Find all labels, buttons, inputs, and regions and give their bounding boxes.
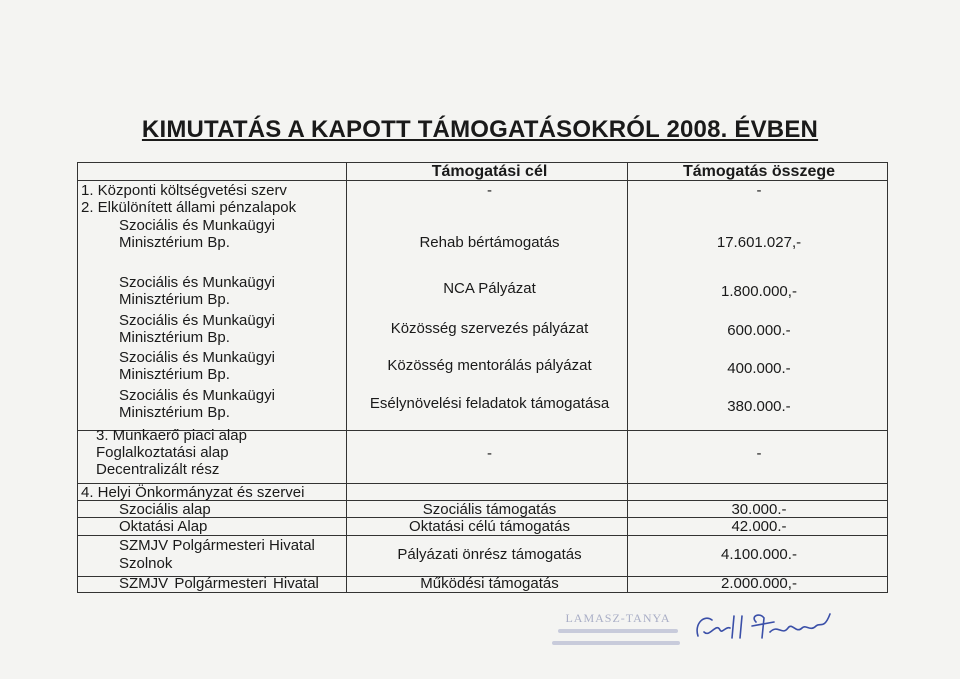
header-cel: Támogatási cél bbox=[431, 163, 548, 180]
cell-r10-a: Szociális alap bbox=[119, 501, 211, 518]
column-divider bbox=[346, 163, 347, 592]
cell-r12-a1: SZMJV Polgármesteri Hivatal bbox=[119, 537, 315, 554]
cell-r11-b: Oktatási célú támogatás bbox=[409, 518, 570, 535]
cell-r8-a3: Decentralizált rész bbox=[96, 461, 220, 478]
cell-r3-a2: Minisztérium Bp. bbox=[119, 234, 230, 251]
cell-r6-a2: Minisztérium Bp. bbox=[119, 366, 230, 383]
cell-r8-a1: 3. Munkaerő piaci alap bbox=[96, 427, 247, 444]
cell-r6-a1: Szociális és Munkaügyi bbox=[119, 349, 275, 366]
signature-icon bbox=[690, 608, 840, 648]
cell-r7-a1: Szociális és Munkaügyi bbox=[119, 387, 275, 404]
organization-stamp bbox=[548, 612, 688, 654]
header-osszeg: Támogatás összege bbox=[682, 163, 836, 180]
cell-r8-c: - bbox=[756, 445, 762, 462]
cell-r6-c: 400.000.- bbox=[727, 360, 791, 377]
row-divider bbox=[78, 535, 887, 536]
stamp-name: LAMASZ-TANYA bbox=[565, 611, 671, 625]
cell-r3-a1: Szociális és Munkaügyi bbox=[119, 217, 275, 234]
cell-r10-c: 30.000.- bbox=[731, 501, 787, 518]
cell-r3-b: Rehab bértámogatás bbox=[419, 234, 560, 251]
row-divider bbox=[78, 180, 887, 181]
cell-r4-a2: Minisztérium Bp. bbox=[119, 291, 230, 308]
cell-r5-b: Közösség szervezés pályázat bbox=[390, 320, 589, 337]
cell-r12-c: 4.100.000.- bbox=[721, 546, 797, 563]
page-title: KIMUTATÁS A KAPOTT TÁMOGATÁSOKRÓL 2008. ÉVBEN bbox=[141, 116, 819, 143]
cell-r11-a: Oktatási Alap bbox=[119, 518, 208, 535]
grants-table bbox=[77, 162, 888, 593]
column-divider bbox=[627, 163, 628, 592]
cell-r8-a2: Foglalkoztatási alap bbox=[96, 444, 229, 461]
cell-r9-a: 4. Helyi Önkormányzat és szervei bbox=[81, 484, 305, 501]
cell-r12-b: Pályázati önrész támogatás bbox=[397, 546, 582, 563]
cell-r7-c: 380.000.- bbox=[727, 398, 791, 415]
cell-r4-a1: Szociális és Munkaügyi bbox=[119, 274, 275, 291]
cell-r12-a2: Szolnok bbox=[119, 555, 173, 572]
stamp-illegible-lines bbox=[548, 624, 688, 650]
cell-r7-b: Esélynövelési feladatok támogatása bbox=[369, 395, 610, 412]
cell-r1-a: 1. Központi költségvetési szerv bbox=[81, 182, 287, 199]
cell-r2-a: 2. Elkülönített állami pénzalapok bbox=[81, 199, 297, 216]
cell-r11-c: 42.000.- bbox=[731, 518, 787, 535]
cell-r1-b: - bbox=[487, 182, 492, 199]
cell-r4-c: 1.800.000,- bbox=[721, 283, 797, 300]
cell-r3-c: 17.601.027,- bbox=[716, 234, 802, 251]
cell-r10-b: Szociális támogatás bbox=[422, 501, 557, 518]
cell-r13-b: Működési támogatás bbox=[420, 575, 559, 592]
cell-r5-a1: Szociális és Munkaügyi bbox=[119, 312, 275, 329]
cell-r6-b: Közösség mentorálás pályázat bbox=[387, 357, 592, 374]
cell-r13-c: 2.000.000,- bbox=[721, 575, 797, 592]
cell-r5-c: 600.000.- bbox=[727, 322, 791, 339]
cell-r7-a2: Minisztérium Bp. bbox=[119, 404, 230, 421]
cell-r13-a: SZMJV Polgármesteri Hivatal bbox=[119, 575, 319, 592]
cell-r1-c: - bbox=[756, 182, 762, 199]
cell-r8-b: - bbox=[487, 445, 492, 462]
cell-r5-a2: Minisztérium Bp. bbox=[119, 329, 230, 346]
cell-r4-b: NCA Pályázat bbox=[443, 280, 536, 297]
